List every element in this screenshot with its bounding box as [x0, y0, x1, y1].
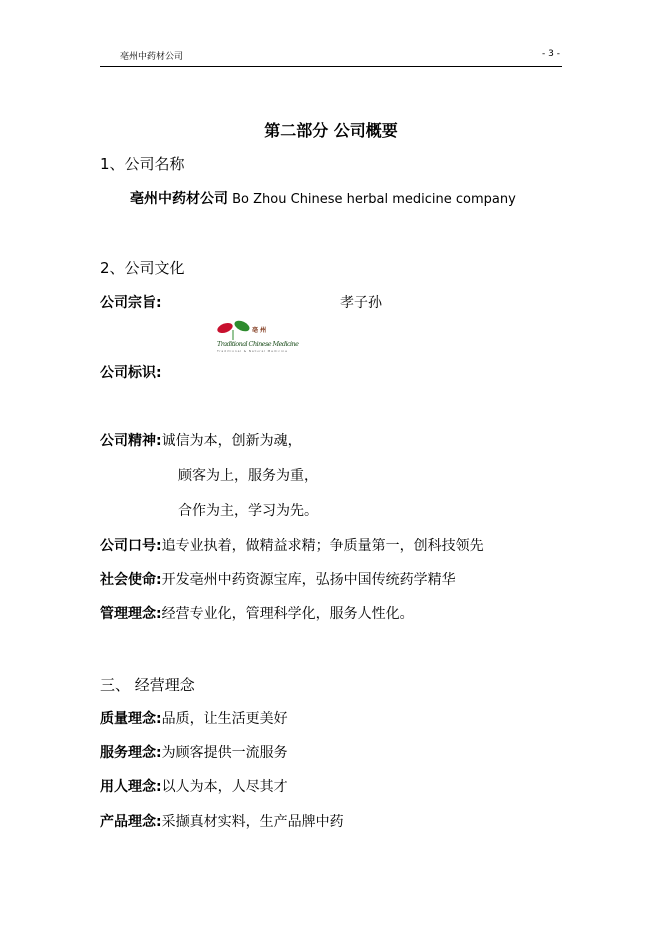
tenet-label: 公司宗旨: — [100, 295, 162, 311]
red-leaf-icon — [216, 321, 234, 335]
logo-sub-text: Traditional & Natural Medicine — [217, 349, 287, 353]
header-rule — [100, 66, 562, 67]
header-company-name: 亳州中药材公司 — [120, 52, 184, 62]
mgmt-text: 经营专业化，管理科学化，服务人性化。 — [161, 606, 414, 622]
tenet-fragment: 孝子孙 — [340, 295, 382, 311]
page-number: - 3 - — [542, 49, 560, 59]
philosophy-item: 产品理念:采撷真材实料，生产品牌中药 — [100, 814, 344, 830]
spirit-line-1 — [100, 430, 302, 450]
company-name-line — [130, 188, 516, 208]
philosophy-item: 用人理念:以人为本，人尽其才 — [100, 779, 288, 795]
heading-culture: 2、公司文化 — [100, 259, 185, 277]
philosophy-item: 质量理念:品质，让生活更美好 — [100, 711, 288, 727]
heading-philosophy: 三、 经营理念 — [100, 676, 195, 694]
section-title: 第二部分 公司概要 — [264, 121, 398, 140]
company-name-en: Bo Zhou Chinese herbal medicine company — [232, 192, 516, 207]
mission-line — [100, 569, 456, 589]
slogan-line — [100, 535, 484, 555]
green-leaf-icon — [233, 319, 251, 334]
spirit-label: 公司精神: — [100, 433, 162, 449]
logo-label: 公司标识: — [100, 365, 162, 381]
mission-text: 开发亳州中药资源宝库，弘扬中国传统药学精华 — [161, 572, 456, 588]
spirit-text-1: 诚信为本，创新为魂， — [161, 433, 302, 449]
slogan-label: 公司口号: — [100, 538, 162, 554]
company-name-cn: 亳州中药材公司 — [130, 191, 228, 207]
mgmt-label: 管理理念: — [100, 606, 162, 622]
spirit-text-3: 合作为主，学习为先。 — [178, 503, 318, 519]
logo-cn-text: 亳 州 — [252, 327, 267, 334]
mgmt-line — [100, 603, 414, 623]
slogan-text: 追专业执着，做精益求精；争质量第一，创科技领先 — [161, 538, 484, 554]
logo-en-text: Traditional Chinese Medicine — [217, 340, 299, 348]
heading-company-name: 1、公司名称 — [100, 155, 185, 173]
spirit-text-2: 顾客为上，服务为重， — [178, 468, 318, 484]
philosophy-item: 服务理念:为顾客提供一流服务 — [100, 745, 288, 761]
mission-label: 社会使命: — [100, 572, 162, 588]
company-logo — [216, 318, 306, 356]
